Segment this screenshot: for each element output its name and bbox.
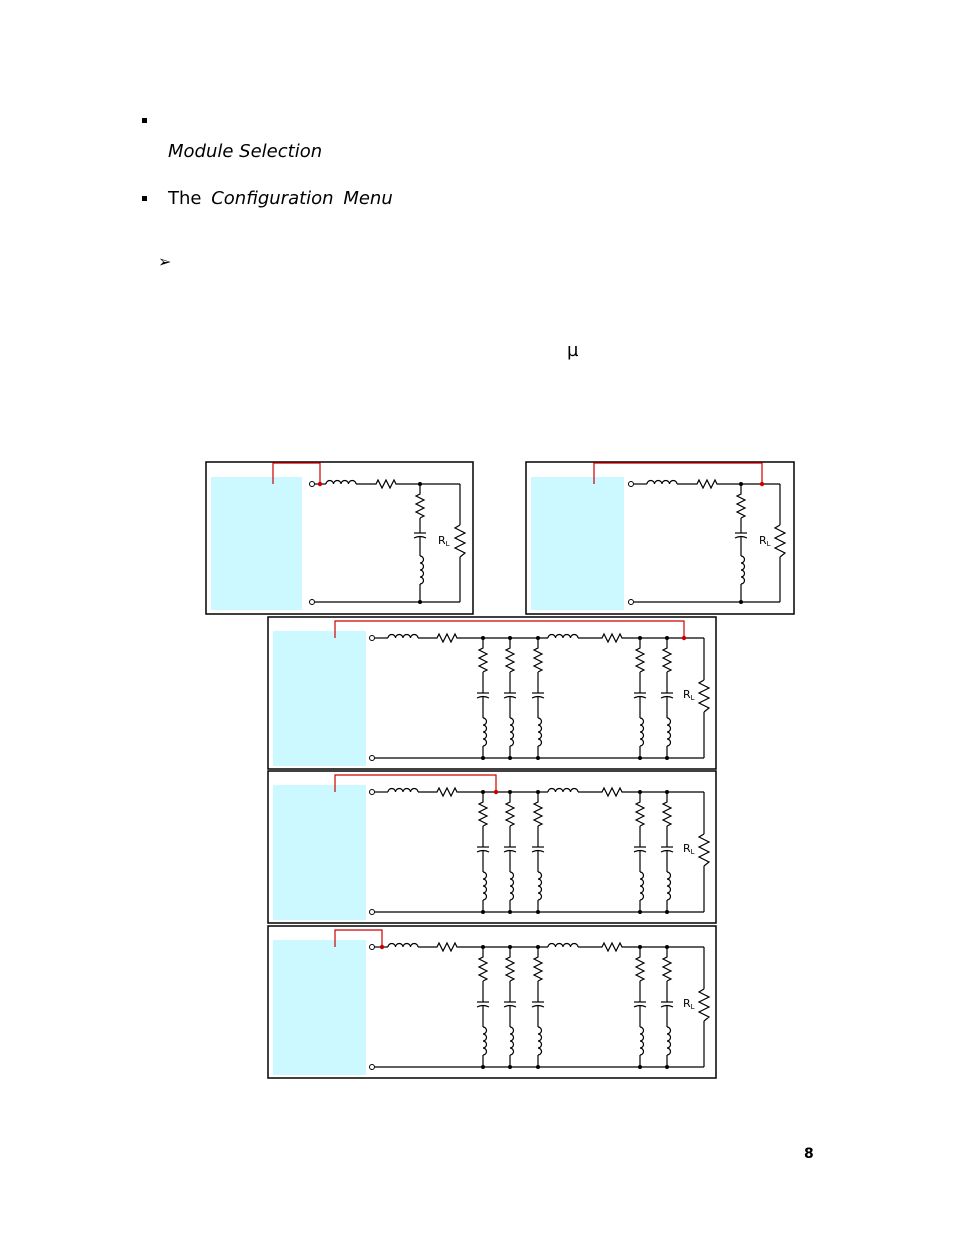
mu-symbol: µ (567, 340, 579, 361)
circuit-small-left (206, 462, 473, 614)
module-selection-text: Module Selection (168, 141, 323, 162)
arrow-bullet-icon: ➢ (158, 252, 172, 271)
load-label-rl: RL (683, 688, 695, 702)
circuit-small-right (526, 462, 794, 614)
load-label-rl: RL (683, 842, 695, 856)
load-label-rl: RL (759, 534, 771, 548)
load-label-rl: RL (438, 534, 450, 548)
circuit-large-3 (268, 926, 716, 1078)
configuration-word: Configuration (211, 188, 334, 209)
page-number: 8 (804, 1146, 814, 1162)
circuit-large-2 (268, 771, 716, 923)
circuit-large-1 (268, 617, 716, 769)
the-word: The (168, 188, 202, 209)
load-label-rl: RL (683, 997, 695, 1011)
menu-word: Menu (343, 188, 393, 209)
